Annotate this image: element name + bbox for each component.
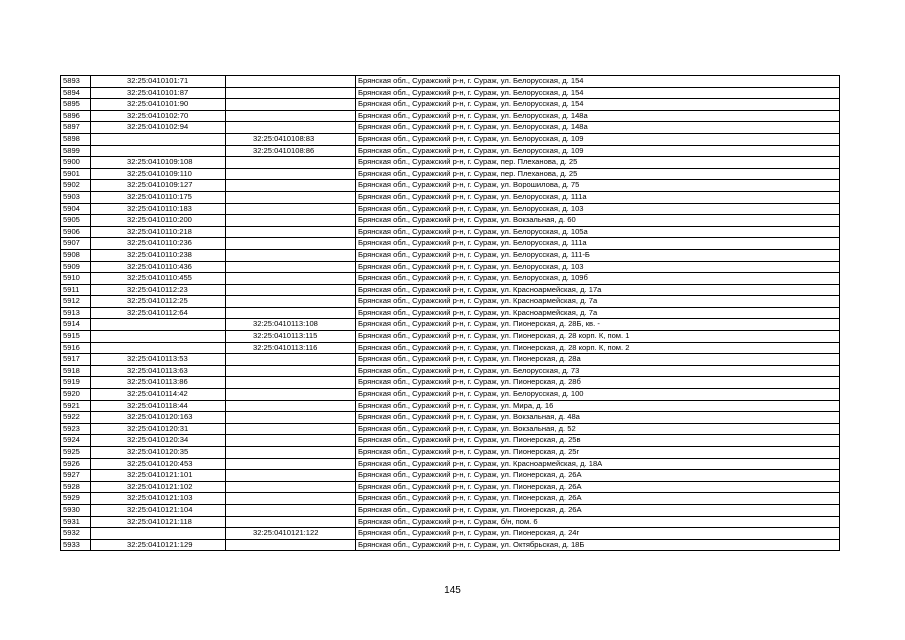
table-row [61, 110, 840, 122]
cadastral-number-cell: 32:25:0410113:53 [91, 354, 226, 366]
address-cell: Брянская обл., Суражский р-н, г. Сураж, ул. Ворошилова, д. 75 [356, 180, 840, 192]
cadastral-number-alt-cell [226, 493, 356, 505]
cadastral-number-cell: 32:25:0410110:238 [91, 249, 226, 261]
table-row [61, 215, 840, 227]
cadastral-number-cell: 32:25:0410120:35 [91, 447, 226, 459]
cadastral-number-cell: 32:25:0410121:101 [91, 470, 226, 482]
cadastral-number-alt-cell [226, 215, 356, 227]
address-cell: Брянская обл., Суражский р-н, г. Сураж, ул. Белорусская, д. 148а [356, 110, 840, 122]
cadastral-number-alt-cell [226, 307, 356, 319]
row-number-cell: 5930 [61, 504, 91, 516]
cadastral-number-alt-cell [226, 365, 356, 377]
address-cell: Брянская обл., Суражский р-н, г. Сураж, ул. Пионерская, д. 26А [356, 481, 840, 493]
table-body [61, 76, 840, 551]
table-row [61, 76, 840, 88]
cadastral-number-cell: 32:25:0410121:118 [91, 516, 226, 528]
row-number-cell: 5909 [61, 261, 91, 273]
cadastral-number-cell: 32:25:0410109:127 [91, 180, 226, 192]
cadastral-number-alt-cell [226, 249, 356, 261]
row-number-cell: 5929 [61, 493, 91, 505]
cadastral-number-alt-cell [226, 261, 356, 273]
cadastral-number-alt-cell [226, 273, 356, 285]
cadastral-number-cell: 32:25:0410101:90 [91, 99, 226, 111]
row-number-cell: 5895 [61, 99, 91, 111]
row-number-cell: 5897 [61, 122, 91, 134]
cadastral-number-cell: 32:25:0410121:129 [91, 539, 226, 551]
table-row [61, 133, 840, 145]
address-cell: Брянская обл., Суражский р-н, г. Сураж, ул. Пионерская, д. 28б [356, 377, 840, 389]
row-number-cell: 5896 [61, 110, 91, 122]
table-row [61, 516, 840, 528]
cadastral-number-alt-cell [226, 435, 356, 447]
table-row [61, 504, 840, 516]
row-number-cell: 5911 [61, 284, 91, 296]
cadastral-number-cell: 32:25:0410110:183 [91, 203, 226, 215]
cadastral-number-cell: 32:25:0410101:87 [91, 87, 226, 99]
cadastral-number-alt-cell [226, 87, 356, 99]
cadastral-number-alt-cell [226, 122, 356, 134]
table-row [61, 331, 840, 343]
address-cell: Брянская обл., Суражский р-н, г. Сураж, ул. Пионерская, д. 25в [356, 435, 840, 447]
cadastral-number-alt-cell [226, 539, 356, 551]
cadastral-number-cell: 32:25:0410102:70 [91, 110, 226, 122]
row-number-cell: 5931 [61, 516, 91, 528]
address-cell: Брянская обл., Суражский р-н, г. Сураж, пер. Плеханова, д. 25 [356, 168, 840, 180]
address-cell: Брянская обл., Суражский р-н, г. Сураж, ул. Белорусская, д. 154 [356, 87, 840, 99]
cadastral-number-alt-cell: 32:25:0410108:86 [226, 145, 356, 157]
cadastral-number-alt-cell [226, 284, 356, 296]
cadastral-number-cell: 32:25:0410118:44 [91, 400, 226, 412]
row-number-cell: 5927 [61, 470, 91, 482]
row-number-cell: 5918 [61, 365, 91, 377]
address-cell: Брянская обл., Суражский р-н, г. Сураж, ул. Белорусская, д. 111а [356, 191, 840, 203]
cadastral-number-cell: 32:25:0410113:63 [91, 365, 226, 377]
address-cell: Брянская обл., Суражский р-н, г. Сураж, ул. Белорусская, д. 105а [356, 226, 840, 238]
table-row [61, 87, 840, 99]
cadastral-number-cell [91, 331, 226, 343]
row-number-cell: 5902 [61, 180, 91, 192]
address-cell: Брянская обл., Суражский р-н, г. Сураж, ул. Красноармейская, д. 17а [356, 284, 840, 296]
table-row [61, 412, 840, 424]
cadastral-number-alt-cell [226, 203, 356, 215]
row-number-cell: 5932 [61, 528, 91, 540]
cadastral-number-alt-cell [226, 191, 356, 203]
cadastral-number-cell [91, 133, 226, 145]
row-number-cell: 5933 [61, 539, 91, 551]
table-row [61, 539, 840, 551]
table-row [61, 389, 840, 401]
table-row [61, 249, 840, 261]
address-cell: Брянская обл., Суражский р-н, г. Сураж, ул. Белорусская, д. 111-Б [356, 249, 840, 261]
address-cell: Брянская обл., Суражский р-н, г. Сураж, б/н, пом. 6 [356, 516, 840, 528]
address-cell: Брянская обл., Суражский р-н, г. Сураж, пер. Плеханова, д. 25 [356, 157, 840, 169]
cadastral-number-cell: 32:25:0410120:34 [91, 435, 226, 447]
table-row [61, 365, 840, 377]
address-cell: Брянская обл., Суражский р-н, г. Сураж, ул. Пионерская, д. 26А [356, 504, 840, 516]
cadastral-number-alt-cell [226, 447, 356, 459]
row-number-cell: 5915 [61, 331, 91, 343]
cadastral-number-cell: 32:25:0410112:23 [91, 284, 226, 296]
cadastral-number-alt-cell [226, 389, 356, 401]
row-number-cell: 5906 [61, 226, 91, 238]
cadastral-number-cell: 32:25:0410120:31 [91, 423, 226, 435]
table-row [61, 470, 840, 482]
table-row [61, 307, 840, 319]
address-cell: Брянская обл., Суражский р-н, г. Сураж, ул. Белорусская, д. 109 [356, 133, 840, 145]
address-cell: Брянская обл., Суражский р-н, г. Сураж, ул. Пионерская, д. 25г [356, 447, 840, 459]
table-row [61, 481, 840, 493]
cadastral-number-cell [91, 319, 226, 331]
table-row [61, 203, 840, 215]
table-row [61, 145, 840, 157]
table-row [61, 423, 840, 435]
cadastral-number-cell [91, 145, 226, 157]
cadastral-number-alt-cell [226, 470, 356, 482]
row-number-cell: 5914 [61, 319, 91, 331]
table-row [61, 238, 840, 250]
cadastral-number-cell: 32:25:0410112:25 [91, 296, 226, 308]
row-number-cell: 5925 [61, 447, 91, 459]
table-row [61, 377, 840, 389]
row-number-cell: 5900 [61, 157, 91, 169]
address-cell: Брянская обл., Суражский р-н, г. Сураж, ул. Белорусская, д. 154 [356, 76, 840, 88]
address-cell: Брянская обл., Суражский р-н, г. Сураж, ул. Белорусская, д. 73 [356, 365, 840, 377]
address-cell: Брянская обл., Суражский р-н, г. Сураж, ул. Вокзальная, д. 52 [356, 423, 840, 435]
table-row [61, 447, 840, 459]
address-cell: Брянская обл., Суражский р-н, г. Сураж, ул. Пионерская, д. 26А [356, 470, 840, 482]
table-row [61, 296, 840, 308]
cadastral-number-cell: 32:25:0410121:103 [91, 493, 226, 505]
row-number-cell: 5919 [61, 377, 91, 389]
cadastral-number-cell: 32:25:0410102:94 [91, 122, 226, 134]
table-row [61, 354, 840, 366]
address-cell: Брянская обл., Суражский р-н, г. Сураж, ул. Октябрьская, д. 18Б [356, 539, 840, 551]
cadastral-number-alt-cell: 32:25:0410113:108 [226, 319, 356, 331]
table-row [61, 458, 840, 470]
row-number-cell: 5905 [61, 215, 91, 227]
table-row [61, 122, 840, 134]
row-number-cell: 5904 [61, 203, 91, 215]
cadastral-number-cell: 32:25:0410101:71 [91, 76, 226, 88]
row-number-cell: 5907 [61, 238, 91, 250]
cadastral-number-alt-cell [226, 296, 356, 308]
row-number-cell: 5898 [61, 133, 91, 145]
table-row [61, 493, 840, 505]
table-row [61, 342, 840, 354]
table-row [61, 191, 840, 203]
table-row [61, 226, 840, 238]
row-number-cell: 5894 [61, 87, 91, 99]
table-row [61, 284, 840, 296]
address-cell: Брянская обл., Суражский р-н, г. Сураж, ул. Вокзальная, д. 48а [356, 412, 840, 424]
cadastral-number-alt-cell: 32:25:0410121:122 [226, 528, 356, 540]
cadastral-number-alt-cell [226, 516, 356, 528]
cadastral-number-alt-cell: 32:25:0410113:115 [226, 331, 356, 343]
cadastral-number-cell: 32:25:0410110:200 [91, 215, 226, 227]
row-number-cell: 5901 [61, 168, 91, 180]
cadastral-number-alt-cell: 32:25:0410113:116 [226, 342, 356, 354]
cadastral-number-alt-cell [226, 412, 356, 424]
cadastral-table [60, 75, 840, 551]
row-number-cell: 5917 [61, 354, 91, 366]
row-number-cell: 5913 [61, 307, 91, 319]
cadastral-number-cell: 32:25:0410110:236 [91, 238, 226, 250]
row-number-cell: 5893 [61, 76, 91, 88]
cadastral-number-alt-cell [226, 157, 356, 169]
table-row [61, 319, 840, 331]
row-number-cell: 5916 [61, 342, 91, 354]
address-cell: Брянская обл., Суражский р-н, г. Сураж, ул. Пионерская, д. 28 корп. К, пом. 1 [356, 331, 840, 343]
address-cell: Брянская обл., Суражский р-н, г. Сураж, ул. Белорусская, д. 100 [356, 389, 840, 401]
address-cell: Брянская обл., Суражский р-н, г. Сураж, ул. Пионерская, д. 24г [356, 528, 840, 540]
address-cell: Брянская обл., Суражский р-н, г. Сураж, ул. Белорусская, д. 148а [356, 122, 840, 134]
row-number-cell: 5922 [61, 412, 91, 424]
table-row [61, 400, 840, 412]
cadastral-number-alt-cell [226, 354, 356, 366]
address-cell: Брянская обл., Суражский р-н, г. Сураж, ул. Белорусская, д. 109б [356, 273, 840, 285]
cadastral-number-cell: 32:25:0410120:163 [91, 412, 226, 424]
row-number-cell: 5924 [61, 435, 91, 447]
row-number-cell: 5926 [61, 458, 91, 470]
cadastral-number-alt-cell: 32:25:0410108:83 [226, 133, 356, 145]
table-row [61, 168, 840, 180]
row-number-cell: 5903 [61, 191, 91, 203]
table-row [61, 435, 840, 447]
cadastral-number-cell: 32:25:0410112:64 [91, 307, 226, 319]
row-number-cell: 5899 [61, 145, 91, 157]
cadastral-number-cell [91, 528, 226, 540]
cadastral-number-alt-cell [226, 481, 356, 493]
address-cell: Брянская обл., Суражский р-н, г. Сураж, ул. Белорусская, д. 109 [356, 145, 840, 157]
row-number-cell: 5928 [61, 481, 91, 493]
cadastral-number-cell: 32:25:0410121:102 [91, 481, 226, 493]
cadastral-number-cell: 32:25:0410109:110 [91, 168, 226, 180]
address-cell: Брянская обл., Суражский р-н, г. Сураж, ул. Пионерская, д. 26А [356, 493, 840, 505]
cadastral-number-alt-cell [226, 226, 356, 238]
address-cell: Брянская обл., Суражский р-н, г. Сураж, ул. Пионерская, д. 28 корп. К, пом. 2 [356, 342, 840, 354]
cadastral-number-alt-cell [226, 76, 356, 88]
cadastral-number-cell: 32:25:0410110:218 [91, 226, 226, 238]
row-number-cell: 5923 [61, 423, 91, 435]
cadastral-number-alt-cell [226, 99, 356, 111]
row-number-cell: 5921 [61, 400, 91, 412]
table-row [61, 157, 840, 169]
cadastral-number-alt-cell [226, 180, 356, 192]
address-cell: Брянская обл., Суражский р-н, г. Сураж, ул. Белорусская, д. 103 [356, 203, 840, 215]
cadastral-number-alt-cell [226, 110, 356, 122]
address-cell: Брянская обл., Суражский р-н, г. Сураж, ул. Белорусская, д. 103 [356, 261, 840, 273]
cadastral-number-cell: 32:25:0410120:453 [91, 458, 226, 470]
cadastral-number-alt-cell [226, 458, 356, 470]
address-cell: Брянская обл., Суражский р-н, г. Сураж, ул. Белорусская, д. 111а [356, 238, 840, 250]
address-cell: Брянская обл., Суражский р-н, г. Сураж, ул. Красноармейская, д. 7а [356, 296, 840, 308]
cadastral-number-cell: 32:25:0410113:86 [91, 377, 226, 389]
address-cell: Брянская обл., Суражский р-н, г. Сураж, ул. Пионерская, д. 28а [356, 354, 840, 366]
cadastral-number-cell: 32:25:0410114:42 [91, 389, 226, 401]
table-row [61, 99, 840, 111]
cadastral-number-cell: 32:25:0410110:455 [91, 273, 226, 285]
cadastral-number-alt-cell [226, 400, 356, 412]
cadastral-number-cell [91, 342, 226, 354]
table-row [61, 528, 840, 540]
address-cell: Брянская обл., Суражский р-н, г. Сураж, ул. Пионерская, д. 28Б, кв. - [356, 319, 840, 331]
page-number: 145 [444, 585, 461, 596]
cadastral-number-cell: 32:25:0410121:104 [91, 504, 226, 516]
row-number-cell: 5908 [61, 249, 91, 261]
address-cell: Брянская обл., Суражский р-н, г. Сураж, ул. Красноармейская, д. 7а [356, 307, 840, 319]
table-row [61, 261, 840, 273]
cadastral-number-alt-cell [226, 423, 356, 435]
address-cell: Брянская обл., Суражский р-н, г. Сураж, ул. Красноармейская, д. 18А [356, 458, 840, 470]
cadastral-number-cell: 32:25:0410109:108 [91, 157, 226, 169]
cadastral-number-alt-cell [226, 168, 356, 180]
table-row [61, 273, 840, 285]
cadastral-number-cell: 32:25:0410110:175 [91, 191, 226, 203]
row-number-cell: 5912 [61, 296, 91, 308]
address-cell: Брянская обл., Суражский р-н, г. Сураж, ул. Белорусская, д. 154 [356, 99, 840, 111]
cadastral-number-cell: 32:25:0410110:436 [91, 261, 226, 273]
cadastral-number-alt-cell [226, 504, 356, 516]
row-number-cell: 5920 [61, 389, 91, 401]
table-row [61, 180, 840, 192]
cadastral-number-alt-cell [226, 238, 356, 250]
row-number-cell: 5910 [61, 273, 91, 285]
address-cell: Брянская обл., Суражский р-н, г. Сураж, ул. Вокзальная, д. 60 [356, 215, 840, 227]
address-cell: Брянская обл., Суражский р-н, г. Сураж, ул. Мира, д. 16 [356, 400, 840, 412]
cadastral-number-alt-cell [226, 377, 356, 389]
